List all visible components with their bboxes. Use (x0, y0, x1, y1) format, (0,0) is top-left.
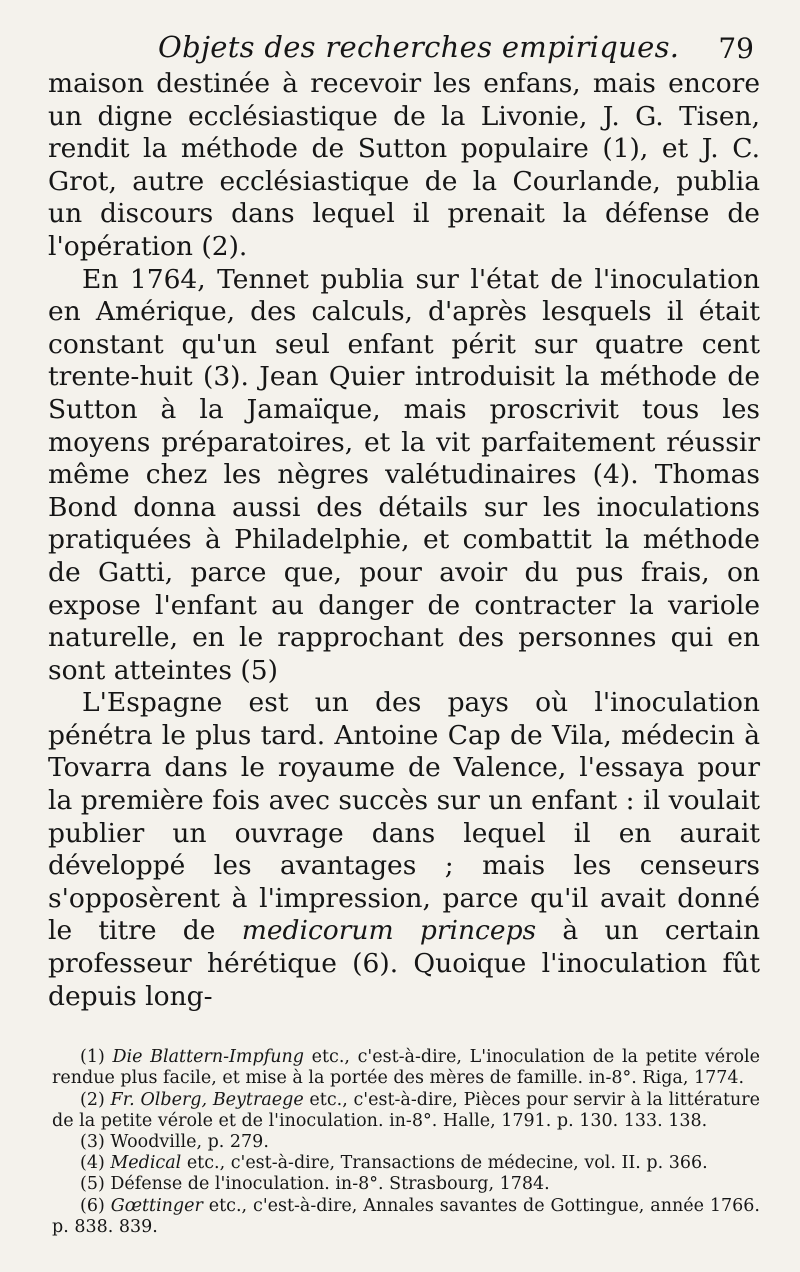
footnote-2 (52, 1090, 760, 1132)
footnote-2-mark: (2) (80, 1089, 111, 1110)
paragraph-3 (48, 687, 760, 1013)
footnote-6-mark: (6) (80, 1195, 111, 1216)
running-title: Objets des recherches empiriques. (158, 30, 680, 64)
page-number: 79 (718, 32, 754, 65)
paragraph-1: maison destinée à recevoir les enfans, mais encore un digne ecclésiastique de la Livonie, J. G. Tisen, rendit la méthode de Sutton populaire (1), et J. C. Grot, autre ecclésiastique de la Courlande, publia un discours dans lequel il prenait la défense de l'opération (2). (48, 68, 760, 262)
footnote-6-title: Gœttinger (110, 1195, 203, 1216)
footnote-1-text: etc., c'est-à-dire, L'inoculation de la petite vérole rendue plus facile, et mise à la portée des mères de famille. in-8°. Riga, 1774. (52, 1047, 761, 1089)
paragraph-3-text-b: à un certain professeur hérétique (6). Quoique l'inoculation fût depuis long- (48, 915, 761, 1012)
footnote-4 (52, 1153, 760, 1174)
footnote-4-title: Medical (110, 1153, 182, 1174)
paragraph-3-text-a: L'Espagne est un des pays où l'inoculation pénétra le plus tard. Antoine Cap de Vila, médecin à Tovarra dans le royaume de Valence, l'essaya pour la première fois avec succès sur un enfant : il voulait publier un ouvrage dans lequel il en aurait développé les avantages ; mais les censeurs s'opposèrent à l'impression, parce qu'il avait donné le titre de (48, 687, 760, 947)
running-head (48, 22, 760, 68)
footnote-4-text: etc., c'est-à-dire, Transactions de médecine, vol. II. p. 366. (181, 1153, 708, 1174)
footnote-3: (3) Woodville, p. 279. (80, 1132, 269, 1153)
footnote-2-title: Fr. Olberg, Beytraege (110, 1089, 304, 1110)
paragraph-2: En 1764, Tennet publia sur l'état de l'inoculation en Amérique, des calculs, d'après lesquels il était constant qu'un seul enfant périt sur quatre cent trente-huit (3). Jean Quier introduisit la méthode de Sutton à la Jamaïque, mais proscrivit tous les moyens préparatoires, et la vit parfaitement réussir même chez les nègres valétudinaires (4). Thomas Bond donna aussi des détails sur les inoculations pratiquées à Philadelphie, et combattit la méthode de Gatti, parce que, pour avoir du pus frais, on expose l'enfant au danger de contracter la variole naturelle, en le rapprochant des personnes qui en sont atteintes (5) (48, 263, 760, 686)
footnotes (48, 1047, 760, 1238)
footnote-2-text: etc., c'est-à-dire, Pièces pour servir à la littérature de la petite vérole et de l'inoculation. in-8°. Halle, 1791. p. 130. 133. 138. (52, 1089, 761, 1131)
footnote-6-text: etc., c'est-à-dire, Annales savantes de Gottingue, année 1766. p. 838. 839. (52, 1195, 760, 1237)
footnote-1-title: Die Blattern-Impfung (112, 1047, 304, 1068)
footnote-5: (5) Défense de l'inoculation. in-8°. Strasbourg, 1784. (80, 1174, 550, 1195)
footnote-1-mark: (1) (80, 1047, 113, 1068)
paragraph-3-italic: medicorum princeps (241, 915, 537, 947)
footnote-6 (52, 1196, 760, 1238)
footnote-4-mark: (4) (80, 1153, 111, 1174)
footnote-1 (52, 1047, 760, 1089)
body-text (48, 68, 760, 1013)
